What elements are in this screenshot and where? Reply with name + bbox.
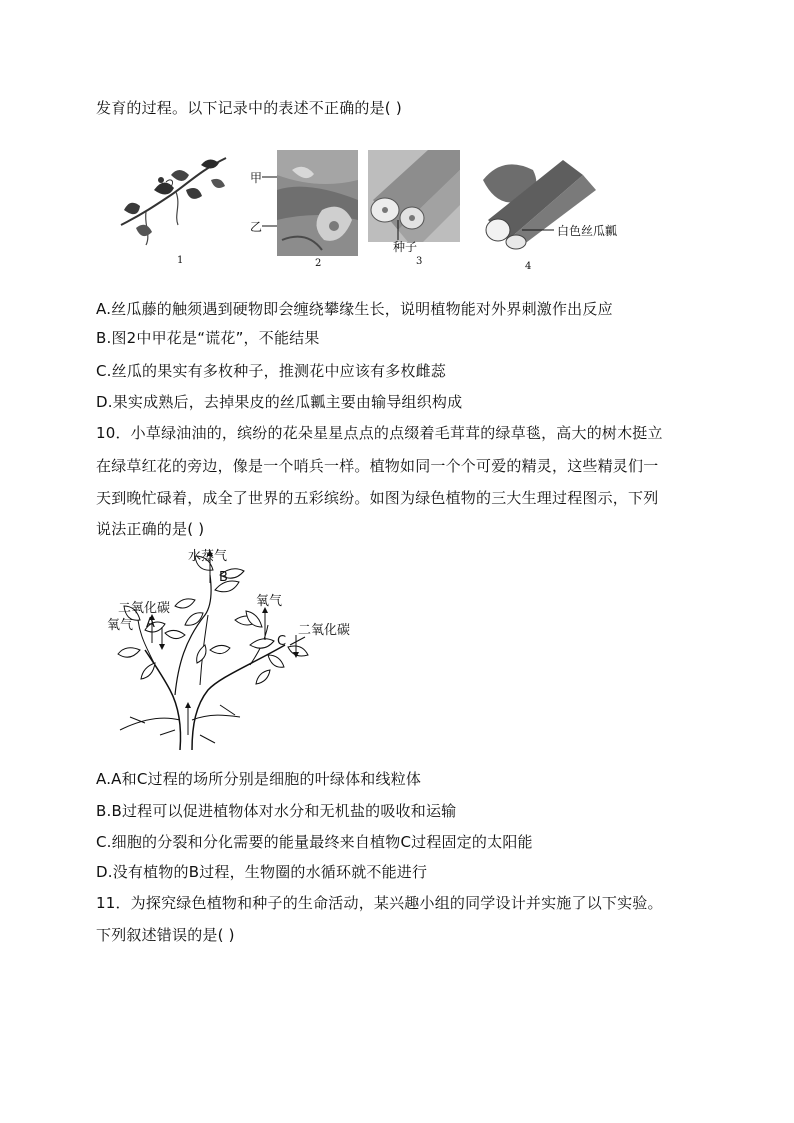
label-process-a: A xyxy=(146,616,155,631)
q10-option-b: B.B过程可以促进植物体对水分和无机盐的吸收和运输 xyxy=(96,802,457,820)
label-seed: 种子 xyxy=(393,240,418,254)
figure-1-number: 1 xyxy=(177,255,184,266)
q10-line-3: 天到晚忙碌着，成全了世界的五彩缤纷。如图为绿色植物的三大生理过程图示，下列 xyxy=(96,489,659,507)
label-process-b: B xyxy=(219,570,228,585)
q10-line-4: 说法正确的是( ) xyxy=(96,520,205,538)
label-white-luffa-sponge: 白色丝瓜瓤 xyxy=(557,224,618,238)
q9-stem-tail: 发育的过程。以下记录中的表述不正确的是( ) xyxy=(96,99,402,117)
figure-2-luffa-flowers xyxy=(262,150,358,256)
label-co2-right: 二氧化碳 xyxy=(298,623,351,638)
figure-2-number: 2 xyxy=(315,258,322,269)
q11-line-2: 下列叙述错误的是( ) xyxy=(96,926,235,944)
q10-line-1: 10．小草绿油油的，缤纷的花朵星星点点的点缀着毛茸茸的绿草毯，高大的树木挺立 xyxy=(96,424,663,442)
label-jia: 甲 xyxy=(250,171,263,185)
label-yi: 乙 xyxy=(250,220,263,234)
q10-option-d: D.没有植物的B过程，生物圈的水循环就不能进行 xyxy=(96,863,428,881)
figure-3-number: 3 xyxy=(416,256,423,267)
q10-option-a: A.A和C过程的场所分别是细胞的叶绿体和线粒体 xyxy=(96,770,422,788)
q10-line-2: 在绿草红花的旁边，像是一个哨兵一样。植物如同一个个可爱的精灵，这些精灵们一 xyxy=(96,457,659,475)
plant-physiology-diagram xyxy=(100,545,370,755)
figure-4-number: 4 xyxy=(525,261,532,272)
label-o2-left: 氧气 xyxy=(107,618,134,633)
q11-line-1: 11．为探究绿色植物和种子的生命活动，某兴趣小组的同学设计并实施了以下实验。 xyxy=(96,894,663,912)
q9-option-a: A.丝瓜藤的触须遇到硬物即会缠绕攀缘生长，说明植物能对外界刺激作出反应 xyxy=(96,300,613,318)
label-o2-right: 氧气 xyxy=(256,594,283,609)
q9-option-d: D.果实成熟后，去掉果皮的丝瓜瓤主要由输导组织构成 xyxy=(96,393,463,411)
q9-option-c: C.丝瓜的果实有多枚种子，推测花中应该有多枚雌蕊 xyxy=(96,362,447,380)
label-water-vapor: 水蒸气 xyxy=(188,549,228,564)
label-co2-left: 二氧化碳 xyxy=(118,601,171,616)
q9-option-b: B.图2中甲花是“谎花”，不能结果 xyxy=(96,329,320,347)
figure-1-luffa-vine xyxy=(116,150,236,250)
label-process-c: C xyxy=(277,634,287,649)
q10-option-c: C.细胞的分裂和分化需要的能量最终来自植物C过程固定的太阳能 xyxy=(96,833,533,851)
